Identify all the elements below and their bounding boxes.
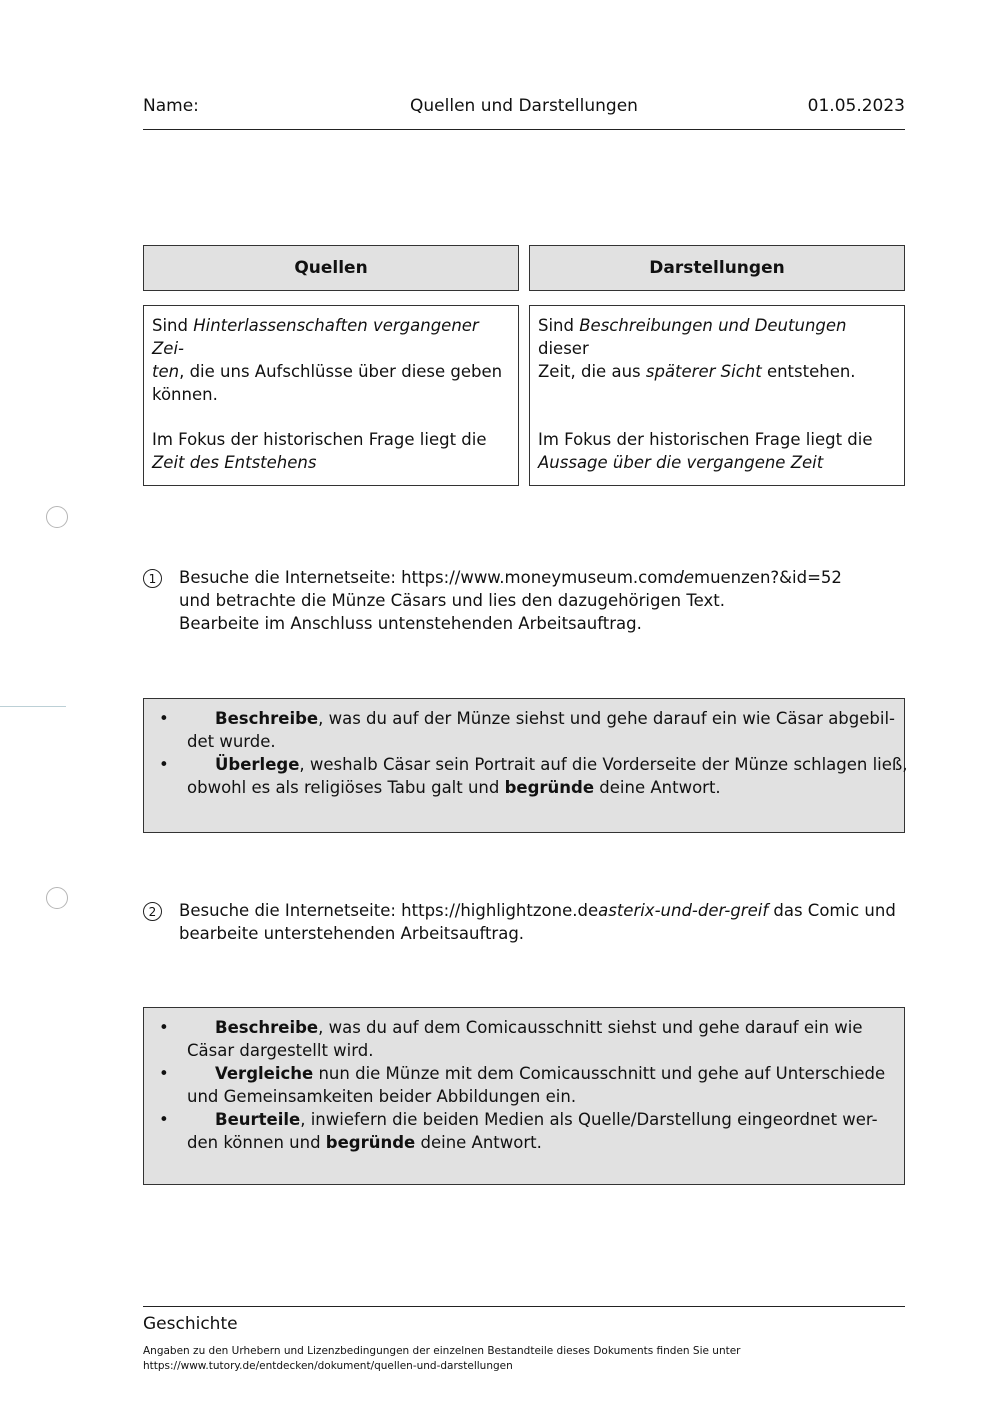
task-1-number: 1 xyxy=(143,569,162,588)
text: und Gemeinsamkeiten beider Abbildungen ein. xyxy=(187,1087,577,1106)
text: den können und xyxy=(187,1133,326,1152)
keyword: begründe xyxy=(504,778,595,797)
text: Im Fokus der historischen Frage liegt die xyxy=(538,430,873,449)
text: deine Antwort. xyxy=(594,778,721,797)
keyword: Beurteile xyxy=(215,1110,301,1129)
quellen-paragraph-2 xyxy=(152,428,510,474)
text: , was du auf dem Comicausschnitt siehst und gehe darauf ein wie xyxy=(318,1018,863,1037)
emphasis: Hinterlassenschaften vergangener Zei- xyxy=(152,316,479,358)
footer-subject: Geschichte xyxy=(143,1314,238,1334)
text: deine Antwort. xyxy=(415,1133,542,1152)
date: 01.05.2023 xyxy=(807,96,905,116)
text: Sind xyxy=(538,316,580,335)
task-1-instructions xyxy=(179,566,899,635)
text: können. xyxy=(152,385,218,404)
text: , inwiefern die beiden Medien als Quelle/Darstellung eingeordnet wer- xyxy=(300,1110,878,1129)
task-1-box xyxy=(143,698,908,833)
text: Besuche die Internetseite: https://www.moneymuseum.com xyxy=(179,568,674,587)
name-label: Name: xyxy=(143,96,199,116)
emphasis: asterix-und-der-greif xyxy=(598,901,769,920)
fold-mark xyxy=(0,706,66,707)
emphasis: Zeit des Entstehens xyxy=(152,453,317,472)
emphasis: de xyxy=(673,568,694,587)
emphasis: späterer Sicht xyxy=(645,362,762,381)
text: und betrachte die Münze Cäsars und lies den dazugehörigen Text. xyxy=(179,591,725,610)
text: Besuche die Internetseite: https://highlightzone.de xyxy=(179,901,599,920)
text: nun die Münze mit dem Comicausschnitt und gehe auf Unterschiede xyxy=(313,1064,886,1083)
text: , was du auf der Münze siehst und gehe darauf ein wie Cäsar abgebil- xyxy=(318,709,895,728)
list-item xyxy=(144,707,904,753)
page-title: Quellen und Darstellungen xyxy=(410,96,638,116)
text: Cäsar dargestellt wird. xyxy=(187,1041,374,1060)
list-item xyxy=(144,1108,904,1154)
task-2-box xyxy=(143,1007,905,1185)
quellen-definition xyxy=(143,305,519,486)
darstellungen-heading: Darstellungen xyxy=(529,245,905,291)
text: Sind xyxy=(152,316,194,335)
list-item xyxy=(144,753,908,799)
keyword: Überlege xyxy=(215,755,300,774)
text: , die uns Aufschlüsse über diese geben xyxy=(179,362,503,381)
bullet: • xyxy=(159,755,169,774)
task-2-instructions xyxy=(179,899,899,945)
keyword: Vergleiche xyxy=(215,1064,314,1083)
punch-hole-marker-bottom xyxy=(46,887,68,909)
header-rule xyxy=(143,129,905,130)
task-2-number: 2 xyxy=(143,902,162,921)
text: muenzen?&id=52 xyxy=(694,568,842,587)
footer-link[interactable]: https://www.tutory.de/entdecken/dokument/quellen-und-darstellungen xyxy=(143,1360,513,1372)
text: entstehen. xyxy=(761,362,856,381)
text: das Comic und xyxy=(768,901,896,920)
keyword: begründe xyxy=(325,1133,416,1152)
text: dieser xyxy=(538,339,589,358)
darstellungen-paragraph-2 xyxy=(538,428,896,474)
text: Bearbeite im Anschluss untenstehenden Arbeitsauftrag. xyxy=(179,614,642,633)
text: det wurde. xyxy=(187,732,276,751)
emphasis: Aussage über die vergangene Zeit xyxy=(538,453,824,472)
emphasis: Beschreibungen und Deutungen xyxy=(579,316,847,335)
text: bearbeite unterstehenden Arbeitsauftrag. xyxy=(179,924,525,943)
footer-license-note xyxy=(143,1344,741,1374)
keyword: Beschreibe xyxy=(215,1018,319,1037)
keyword: Beschreibe xyxy=(215,709,319,728)
bullet: • xyxy=(159,1018,169,1037)
text: , weshalb Cäsar sein Portrait auf die Vorderseite der Münze schlagen ließ, xyxy=(299,755,908,774)
bullet: • xyxy=(159,709,169,728)
text: Im Fokus der historischen Frage liegt die xyxy=(152,430,487,449)
punch-hole-marker-top xyxy=(46,506,68,528)
bullet: • xyxy=(159,1064,169,1083)
darstellungen-definition xyxy=(529,305,905,486)
footer-rule xyxy=(143,1306,905,1307)
text: obwohl es als religiöses Tabu galt und xyxy=(187,778,505,797)
list-item xyxy=(144,1062,904,1108)
quellen-paragraph-1 xyxy=(152,314,510,406)
text: Angaben zu den Urhebern und Lizenzbedingungen der einzelnen Bestandteile dieses Dokuments finden Sie unter xyxy=(143,1345,741,1357)
quellen-heading: Quellen xyxy=(143,245,519,291)
text: Zeit, die aus xyxy=(538,362,646,381)
darstellungen-paragraph-1 xyxy=(538,314,896,383)
bullet: • xyxy=(159,1110,169,1129)
list-item xyxy=(144,1016,904,1062)
emphasis: ten xyxy=(152,362,180,381)
